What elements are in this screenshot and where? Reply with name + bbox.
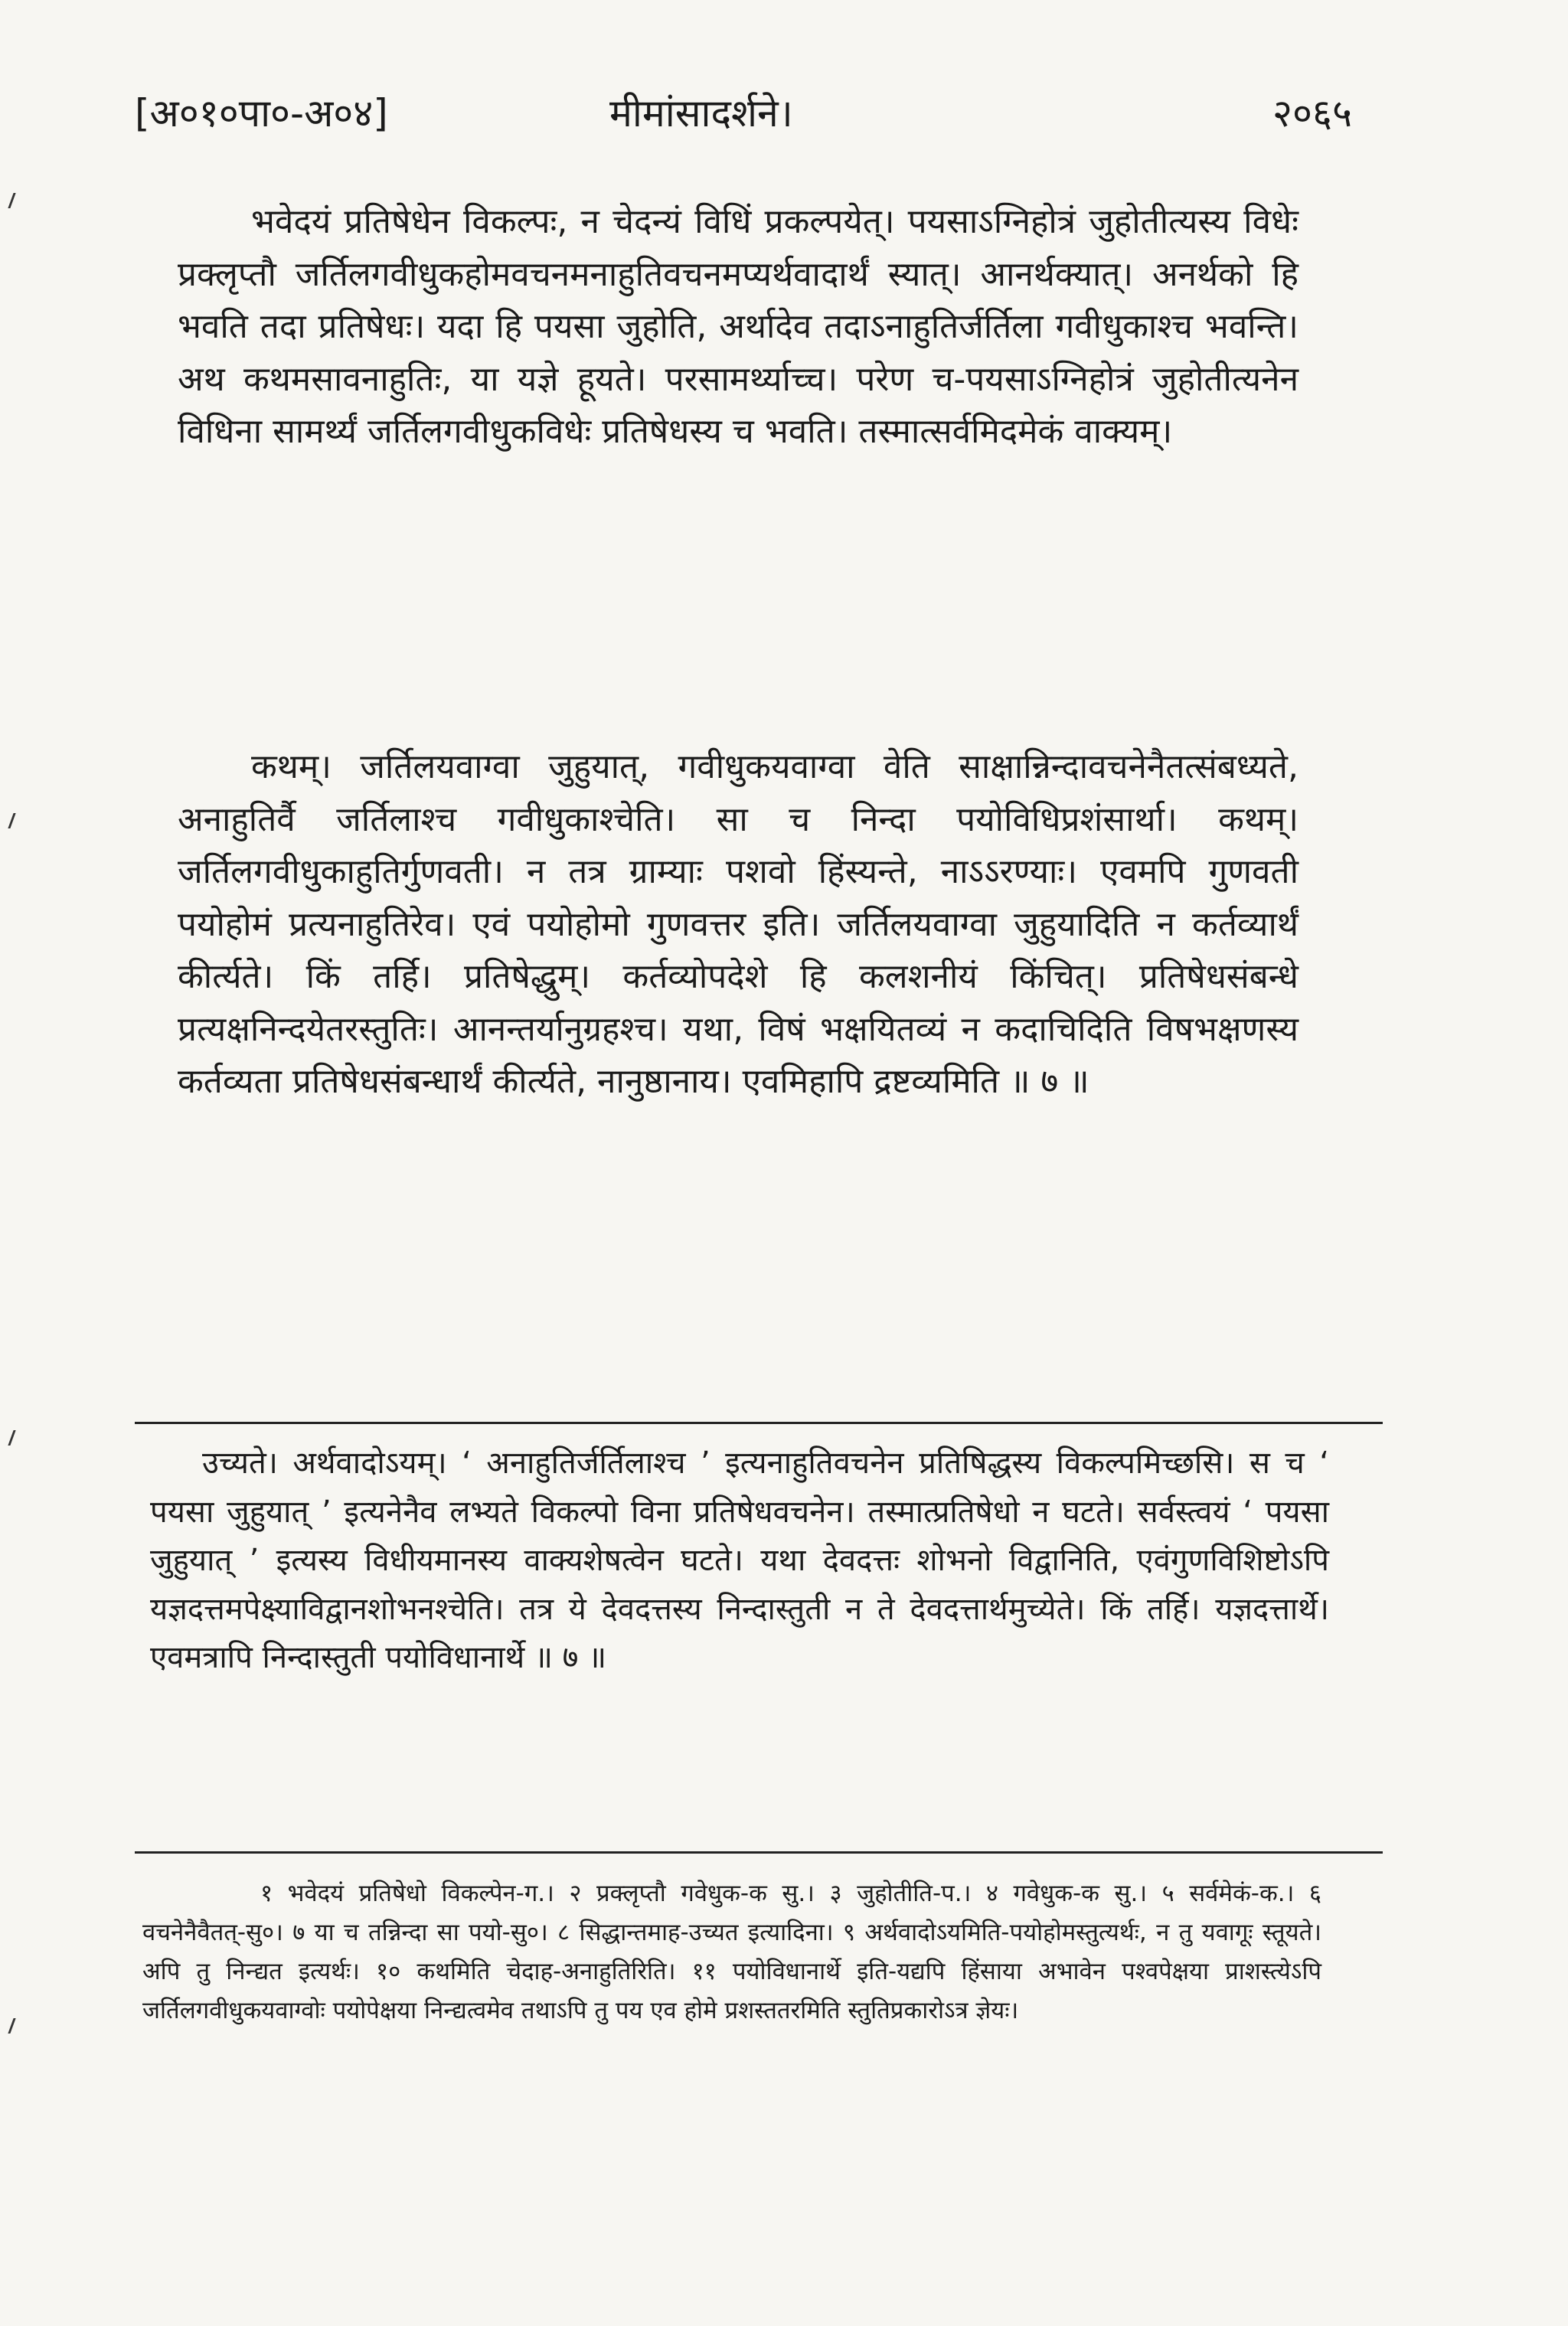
scan-edge-mark xyxy=(0,193,15,208)
page-number: २०६५ xyxy=(1272,91,1352,136)
main-text-paragraph: भवेदयं प्रतिषेधेन विकल्पः, न चेदन्यं विधिं प्रकल्पयेत्। पयसाऽग्निहोत्रं जुहोतीत्यस्य विधेः प्रक्लृप्तौ जर्तिलगवीधुकहोमवचनमनाहुतिवचनमप्यर्थवादार्थं स्यात्। आनर्थक्यात्। अनर्थको हि भवति तदा प्रतिषेधः। यदा हि पयसा जुहोति, अर्थादेव तदाऽनाहुतिर्जर्तिला गवीधुकाश्च भवन्ति। अथ कथमसावनाहुतिः, या यज्ञे हूयते। परसामर्थ्याच्च। परेण च-पयसाऽग्निहोत्रं जुहोतीत्यनेन विधिना सामर्थ्यं जर्तिलगवीधुकविधेः प्रतिषेधस्य च भवति। तस्मात्सर्वमिदमेकं वाक्यम्। xyxy=(178,202,1298,451)
page-header xyxy=(135,83,1352,144)
commentary-paragraph: उच्यते। अर्थवादोऽयम्। ‘ अनाहुतिर्जर्तिलाश्च ’ इत्यनाहुतिवचनेन प्रतिषिद्धस्य विकल्पमिच्छसि। स च ‘ पयसा जुहुयात् ’ इत्यनेनैव लभ्यते विकल्पो विना प्रतिषेधवचनेन। तस्मात्प्रतिषेधो न घटते। सर्वस्त्वयं ‘ पयसा जुहुयात् ’ इत्यस्य विधीयमानस्य वाक्यशेषत्वेन घटते। यथा देवदत्तः शोभनो विद्वानिति, एवंगुणविशिष्टोऽपि यज्ञदत्तमपेक्ष्याविद्वानशोभनश्चेति। तत्र ये देवदत्तस्य निन्दास्तुती न ते देवदत्तार्थमुच्येते। किं तर्हि। यज्ञदत्तार्थे। एवमत्रापि निन्दास्तुती पयोविधानार्थे ॥ ७ ॥ xyxy=(150,1446,1329,1675)
scan-edge-mark xyxy=(0,813,15,828)
section-reference: [अ०१०पा०-अ०४] xyxy=(135,91,388,136)
scan-edge-mark xyxy=(0,2018,15,2034)
main-text-paragraph: कथम्। जर्तिलयवाग्वा जुहुयात्, गवीधुकयवाग्वा वेति साक्षान्निन्दावचनेनैतत्संबध्यते, अनाहुतिर्वै जर्तिलाश्च गवीधुकाश्चेति। सा च निन्दा पयोविधिप्रशंसार्था। कथम्। जर्तिलगवीधुकाहुतिर्गुणवती। न तत्र ग्राम्याः पशवो हिंस्यन्ते, नाऽऽरण्याः। एवमपि गुणवती पयोहोमं प्रत्यनाहुतिरेव। एवं पयोहोमो गुणवत्तर इति। जर्तिलयवाग्वा जुहुयादिति न कर्तव्यार्थं कीर्त्यते। किं तर्हि। प्रतिषेद्धुम्। कर्तव्योपदेशे हि कलशनीयं किंचित्। प्रतिषेधसंबन्धे प्रत्यक्षनिन्दयेतरस्तुतिः। आनन्तर्यानुग्रहश्च। यथा, विषं भक्षयितव्यं न कदाचिदिति विषभक्षणस्य कर्तव्यता प्रतिषेधसंबन्धार्थं कीर्त्यते, नानुष्ठानाय। एवमिहापि द्रष्टव्यमिति ॥ ७ ॥ xyxy=(178,747,1298,1101)
scan-edge-mark xyxy=(0,1430,15,1446)
footnote-divider xyxy=(135,1851,1383,1854)
running-title: मीमांसादर्शने। xyxy=(609,91,793,136)
section-divider xyxy=(135,1422,1383,1424)
footnotes: १ भवेदयं प्रतिषेधो विकल्पेन-ग.। २ प्रक्लृप्तौ गवेधुक-क सु.। ३ जुहोतीति-प.। ४ गवेधुक-क सु.। ५ सर्वमेकं-क.। ६ वचनेनैवैतत्-सु०। ७ या च तन्निन्दा सा पयो-सु०। ८ सिद्धान्तमाह-उच्यत इत्यादिना। ९ अर्थवादोऽयमिति-पयोहोमस्तुत्यर्थः, न तु यवागूः स्तूयते। अपि तु निन्द्यत इत्यर्थः। १० कथमिति चेदाह-अनाहुतिरिति। ११ पयोविधानार्थे इति-यद्यपि हिंसाया अभावेन पश्वपेक्षया प्राशस्त्येऽपि जर्तिलगवीधुकयवाग्वोः पयोपेक्षया निन्द्यत्वमेव तथाऽपि तु पय एव होमे प्रशस्ततरमिति स्तुतिप्रकारोऽत्र ज्ञेयः। xyxy=(142,1880,1321,2024)
